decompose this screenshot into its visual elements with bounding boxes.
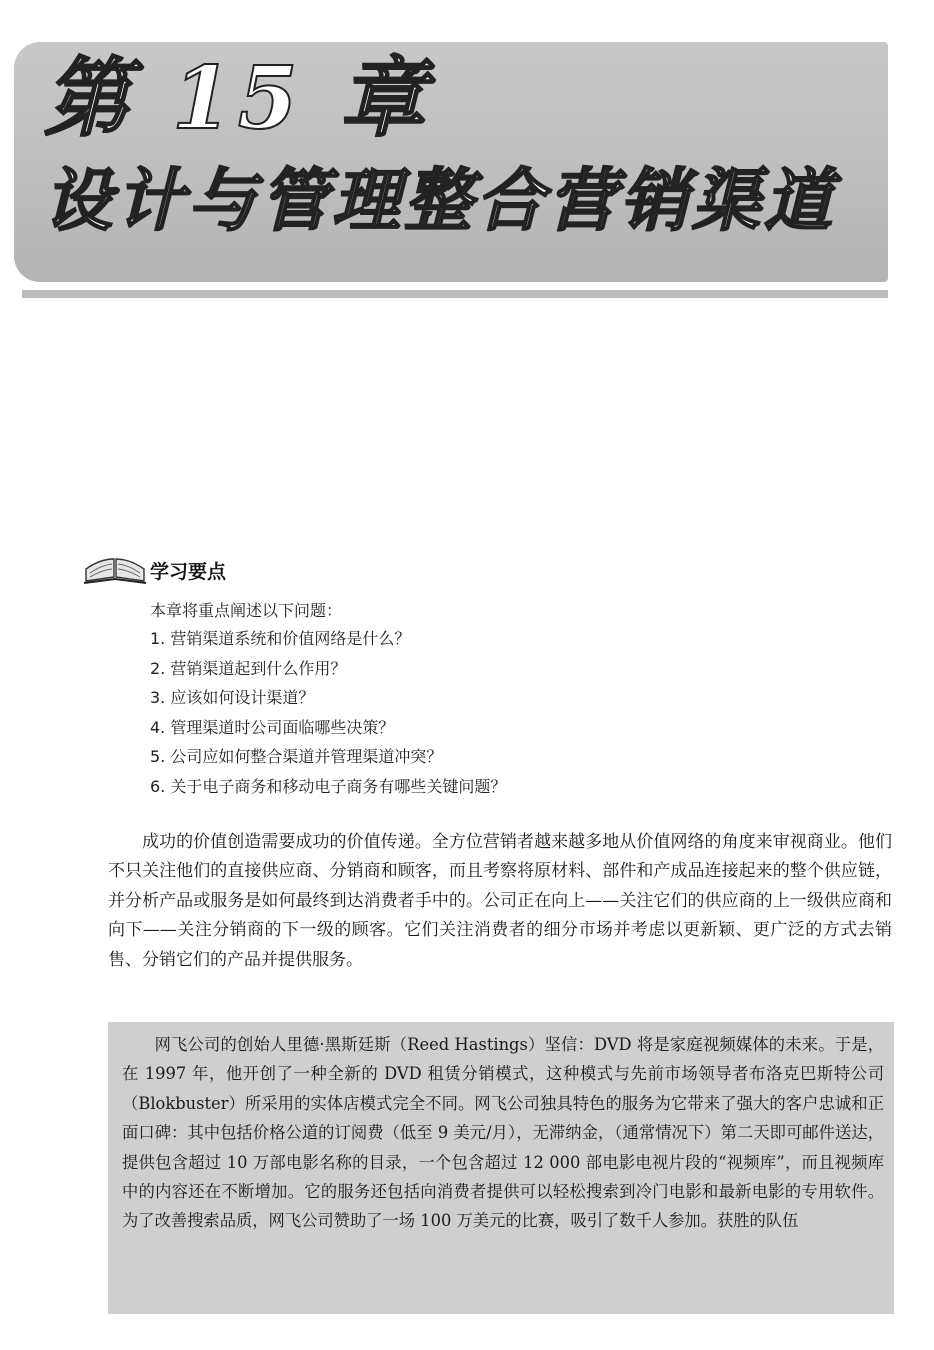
open-book-icon — [84, 555, 146, 585]
body-paragraph: 成功的价值创造需要成功的价值传递。全方位营销者越来越多地从价值网络的角度来审视商业。他们不只关注他们的直接供应商、分销商和顾客，而且考察将原材料、部件和产成品连接起来的整个供应链，并分析产品或服务是如何最终到达消费者手中的。公司正在向上——关注它们的供应商的上一级供应商和向下——关注分销商的下一级的顾客。它们关注消费者的细分市场并考虑以更新颖、更广泛的方式去销售、分销它们的产品并提供服务。 — [108, 832, 892, 970]
header-divider — [22, 290, 888, 298]
case-study-paragraph: 网飞公司的创始人里德·黑斯廷斯（Reed Hastings）坚信：DVD 将是家庭视频媒体的未来。于是，在 1997 年，他开创了一种全新的 DVD 租赁分销模式，这种模式与先前市场领导者布洛克巴斯特公司（Blokbuster）所采用的实体店模式完全不同。网飞公司独具特色的服务为它带来了强大的客户忠诚和正面口碑：其中包括价格公道的订阅费（低至 9 美元/月），无滞纳金，（通常情况下）第二天即可邮件送达，提供包含超过 10 万部电影名称的目录，一个包含超过 12 000 部电影电视片段的“视频库”，而且视频库中的内容还在不断增加。它的服务还包括向消费者提供可以轻松搜索到冷门电影和最新电影的专用软件。为了改善搜索品质，网飞公司赞助了一场 100 万美元的比赛，吸引了数千人参加。获胜的队伍 — [122, 1035, 884, 1231]
key-point-item: 5. 公司应如何整合渠道并管理渠道冲突？ — [150, 747, 443, 767]
key-point-item: 6. 关于电子商务和移动电子商务有哪些关键问题？ — [150, 776, 507, 796]
key-points-list — [150, 624, 506, 802]
key-point-item: 3. 应该如何设计渠道？ — [150, 688, 315, 708]
key-point-item: 4. 管理渠道时公司面临哪些决策？ — [150, 717, 395, 737]
chapter-title: 设计与管理整合营销渠道 — [44, 162, 837, 241]
key-points-intro: 本章将重点阐述以下问题： — [150, 601, 343, 620]
key-points-heading: 学习要点 — [150, 561, 227, 583]
key-point-item: 2. 营销渠道起到什么作用？ — [150, 658, 347, 678]
key-point-item: 1. 营销渠道系统和价值网络是什么？ — [150, 629, 411, 648]
chapter-number: 第 15 章 — [44, 48, 432, 149]
